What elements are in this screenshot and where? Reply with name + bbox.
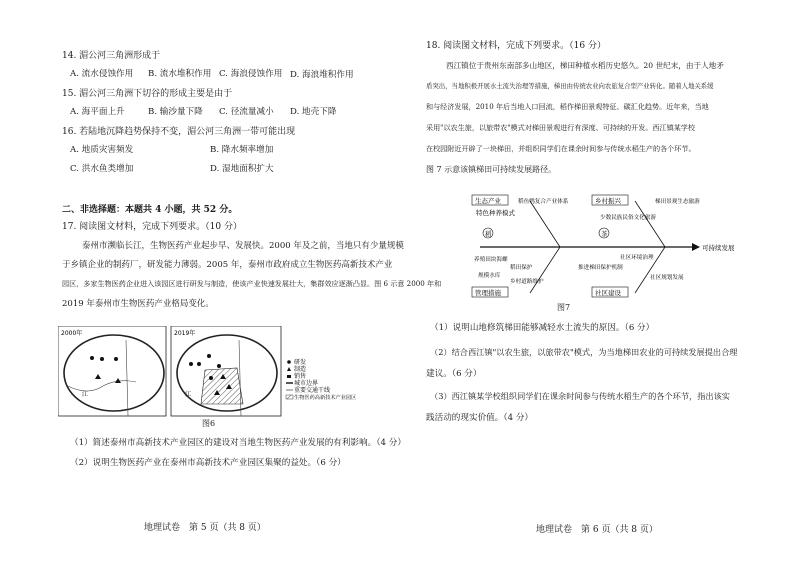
legend-hightech-park: 生物医药高新技术产业园区 [294, 395, 357, 401]
map-2000-year-label: 2000年 [61, 330, 83, 337]
svg-text:江: 江 [185, 391, 192, 398]
legend-manufacturing: 制造 [294, 366, 307, 373]
figure-7-caption: 图7 [557, 303, 571, 312]
q14-option-c[interactable]: C. 海浪侵蚀作用 [219, 69, 283, 79]
diagram-circle-label: 稻 [485, 230, 492, 238]
map-2019 [171, 326, 281, 416]
q16-option-b[interactable]: B. 降水频率增加 [210, 145, 274, 155]
q15-option-c[interactable]: C. 径流量减小 [219, 107, 274, 117]
svg-text:江: 江 [82, 391, 89, 398]
legend-research: 研发 [294, 359, 307, 366]
q18-paragraph-line: 西江镇位于贵州东南部多山地区，梯田种植水稻历史悠久。20 世纪末，由于人地矛 [446, 61, 724, 70]
diagram-item: 规模水库 [478, 273, 501, 279]
diagram-item: 梯田景观生态旅游 [655, 199, 700, 205]
section-heading: 二、非选择题：本题共 4 小题，共 52 分。 [62, 205, 238, 215]
diagram-item: 社区环境治理 [620, 255, 654, 261]
q16-stem: 16. 若陆地沉降趋势保持不变，湄公河三角洲一带可能出现 [62, 127, 296, 137]
map-2019-year-label: 2019年 [174, 330, 196, 337]
q18-paragraph-line: 采用"以农生旅，以旅带农"模式对梯田景观进行有深度、可持续的开发。西江镇某学校 [426, 123, 695, 132]
q18-intro: 18. 阅读图文材料，完成下列要求。（16 分） [426, 41, 606, 51]
q18-subquestion-2-cont: 建议。（6 分） [426, 369, 482, 379]
q16-option-c[interactable]: C. 洪水鱼类增加 [70, 164, 134, 174]
q17-intro: 17. 阅读图文材料，完成下列要求。（10 分） [62, 222, 242, 232]
q14-stem: 14. 湄公河三角洲形成于 [62, 51, 161, 61]
q18-paragraph-line: 和与经济发展，2010 年后当地人口回流，稻作梯田景观特征、碳汇化趋势。近年来，当地 [426, 102, 709, 111]
diagram-item: 养殖田块海螺 [474, 257, 508, 263]
q17-paragraph-line: 泰州市濒临长江，生物医药产业起步早、发展快。2000 年及之前，当地只有少量规模 [82, 241, 404, 251]
diagram-item: 少数民族民俗文化旅游 [600, 215, 656, 221]
q18-paragraph-line: 盾突出，当地积极开展水土流失治理等措施，梯田由传统农业向农旅复合型产业转化。随着人地关系缓 [426, 82, 714, 90]
figure-6-caption: 图6 [202, 419, 216, 428]
diagram-item: 特色种养模式 [476, 209, 515, 217]
diagram-eco-industry: 生态产业 [475, 197, 501, 205]
left-page-footer: 地理试卷 第 5 页（共 8 页） [144, 523, 266, 533]
map-2000 [58, 326, 166, 416]
diagram-rural-revival: 乡村振兴 [595, 197, 621, 205]
diagram-goal-label: 可持续发展 [702, 244, 735, 252]
q16-option-a[interactable]: A. 地质灾害频发 [70, 145, 134, 155]
q17-paragraph-line: 园区，多家生物医药企业进入该园区进行研发与制造，使该产业快速发展壮大，集群效应逐渐凸显。图 6 示意 2000 年和 [62, 279, 442, 288]
q16-option-d[interactable]: D. 湿地面积扩大 [210, 164, 274, 174]
q15-option-b[interactable]: B. 输沙量下降 [148, 107, 203, 117]
figure-6-legend [286, 358, 356, 401]
diagram-item: 推进梯田保护机制 [578, 265, 623, 271]
diagram-management: 管理措施 [475, 289, 501, 297]
q14-option-b[interactable]: B. 流水堆积作用 [148, 69, 212, 79]
diagram-item: 稻田保护 [510, 265, 533, 271]
diagram-item: 稻鱼鸭复合产业体系 [518, 199, 569, 205]
q18-paragraph-line: 图 7 示意该镇梯田可持续发展路径。 [426, 165, 557, 174]
figure-6-maps [58, 326, 358, 418]
legend-city-boundary: 城市边界 [294, 380, 319, 387]
diagram-circle-label: 茶 [601, 230, 608, 238]
q17-paragraph-line: 于乡镇企业的制药厂，研发能力薄弱。2005 年，泰州市政府成立生物医药高新技术产业 [62, 260, 393, 270]
q14-option-a[interactable]: A. 流水侵蚀作用 [70, 69, 134, 79]
q17-subquestion-2: （2）说明生物医药产业在泰州市高新技术产业园区集聚的益处。（6 分） [70, 458, 346, 468]
q17-paragraph-line: 2019 年泰州市生物医药产业格局变化。 [62, 299, 214, 309]
q18-paragraph-line: 在校园附近开辟了一块梯田，并组织同学们在课余时间参与传统水稻生产的各个环节。 [426, 144, 696, 153]
q17-subquestion-1: （1）简述泰州市高新技术产业园区的建设对当地生物医药产业发展的有利影响。（4 分） [70, 438, 406, 448]
q18-subquestion-3-cont: 践活动的现实价值。（4 分） [426, 413, 534, 423]
q15-stem: 15. 湄公河三角洲下切谷的形成主要是由于 [62, 89, 233, 99]
right-page [400, 0, 800, 566]
diagram-item: 乡村道路维护 [510, 279, 544, 285]
q18-subquestion-1: （1）说明山地修筑梯田能够减轻水土流失的原因。（6 分） [430, 323, 655, 333]
diagram-community: 社区建设 [595, 289, 621, 297]
right-page-footer: 地理试卷 第 6 页（共 8 页） [536, 525, 658, 535]
q18-subquestion-3: （3）西江镇某学校组织同学们在课余时间参与传统水稻生产的各个环节，指出该实 [430, 391, 730, 401]
figure-7-diagram [470, 193, 745, 301]
legend-sales: 销售 [294, 373, 307, 380]
q15-option-d[interactable]: D. 地壳下降 [290, 107, 337, 117]
q18-subquestion-2: （2）结合西江镇"以农生旅，以旅带农"模式，为当地梯田农业的可持续发展提出合理 [430, 347, 738, 357]
legend-main-road: 重要交通干线 [294, 387, 331, 394]
q14-option-d[interactable]: D. 海浪堆积作用 [290, 70, 354, 80]
q15-option-a[interactable]: A. 海平面上升 [70, 107, 125, 117]
diagram-item: 社区规划发展 [650, 275, 684, 281]
